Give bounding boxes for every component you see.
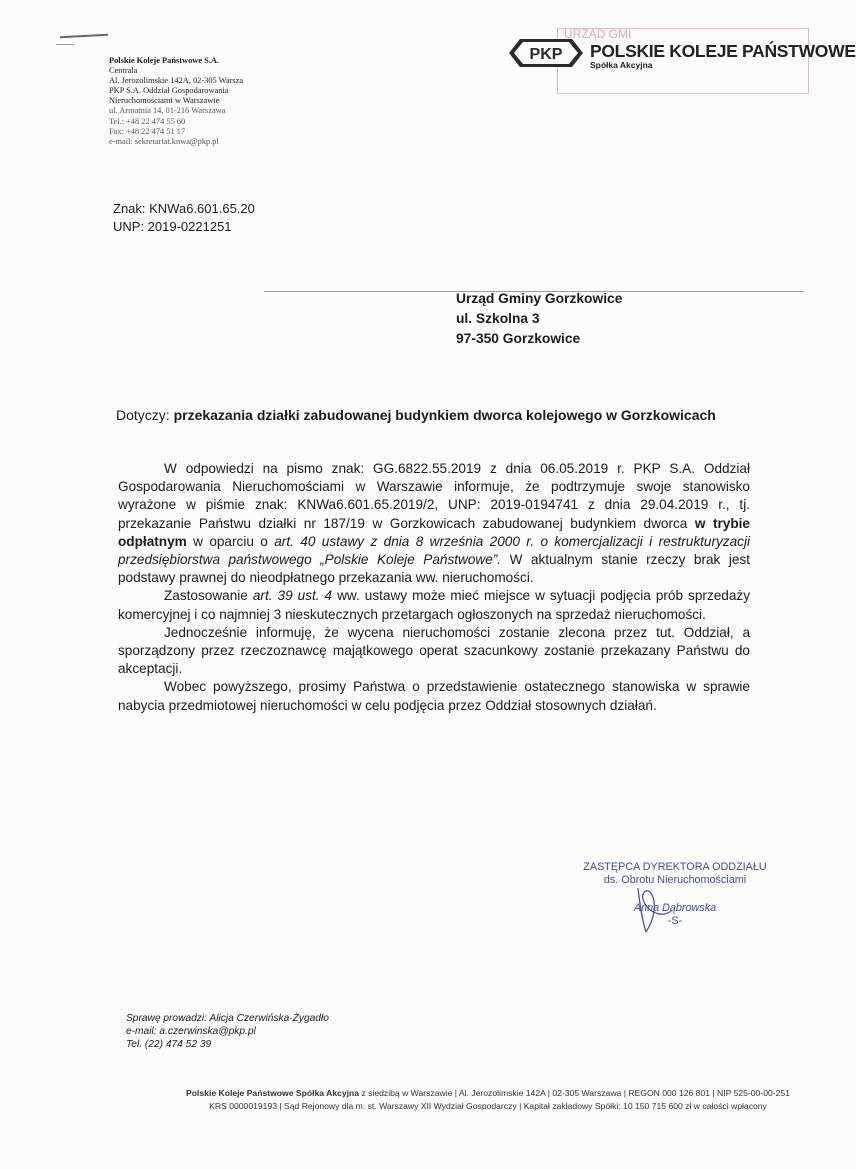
p2-text: Zastosowanie bbox=[164, 588, 253, 604]
recipient-line3: 97-350 Gorzkowice bbox=[456, 331, 581, 346]
signature-block bbox=[580, 861, 770, 927]
sender-block bbox=[109, 56, 269, 147]
signature-title1: ZASTĘPCA DYREKTORA ODDZIAŁU bbox=[583, 861, 767, 873]
paragraph-4: Wobec powyższego, prosimy Państwa o przedstawienie ostatecznego stanowiska w sprawie nabycia przedmiotowej nieruchomości w celu podjęcia przez Oddział stosownych działań. bbox=[118, 679, 750, 713]
signature-name: Anna Dąbrowska bbox=[633, 902, 717, 914]
sender-email: e-mail: sekretariat.knwa@pkp.pl bbox=[109, 136, 219, 146]
letter-body bbox=[118, 460, 750, 715]
handler-tel: Tel. (22) 474 52 39 bbox=[126, 1039, 212, 1051]
recipient-line2: ul. Szkolna 3 bbox=[456, 311, 540, 326]
footer-line1-rest: z siedzibą w Warszawie | Al. Jerozolimskie 142A | 02-305 Warszawa | REGON 000 126 801 | NIP 525-00-00-251 bbox=[359, 1088, 790, 1098]
reference-block bbox=[113, 200, 255, 236]
logo-name: POLSKIE KOLEJE PAŃSTWOWE bbox=[590, 41, 856, 61]
subject-line bbox=[116, 404, 744, 426]
paragraph-2 bbox=[118, 587, 750, 623]
reference-znak: Znak: KNWa6.601.65.20 bbox=[113, 201, 255, 216]
footer-line2: KRS 0000019193 | Sąd Rejonowy dla m. st. Warszawy XII Wydział Gospodarczy | Kapitał zakładowy Spółki: 10 150 715 600 zł w całości wpłacony bbox=[209, 1101, 767, 1111]
handler-email: e-mail: a.czerwinska@pkp.pl bbox=[126, 1026, 256, 1038]
sender-name: Polskie Koleje Państwowe S.A. bbox=[109, 56, 220, 65]
recipient-block bbox=[456, 289, 622, 349]
p2-text-2: ww. ustawy może mieć miejsce w sytuacji podjęcia prób sprzedaży komercyjnej i co najmniej 3 nieskutecznych przetargach ogłoszonych na sprzedaż nieruchomości. bbox=[118, 588, 751, 622]
signature-title2: ds. Obrotu Nieruchomościami bbox=[603, 873, 747, 886]
p1-text-3: W aktualnym stanie rzeczy brak jest podstawy prawnej do nieodpłatnego przekazania ww. nieruchomości. bbox=[118, 552, 750, 586]
pkp-logo bbox=[508, 36, 856, 72]
p2-citation: art. 39 ust. 4 bbox=[252, 588, 333, 604]
subject-label: Dotyczy: bbox=[116, 407, 170, 423]
fold-mark bbox=[60, 34, 108, 39]
fold-mark-short bbox=[56, 44, 74, 45]
handler-name: Sprawę prowadzi: Alicja Czerwińska-Żygadło bbox=[126, 1013, 329, 1024]
sender-dept-line1: PKP S.A. Oddział Gospodarowania bbox=[109, 86, 229, 96]
p1-citation: art. 40 ustawy z dnia 8 września 2000 r. o komercjalizacji i restrukturyzacji przedsiębiorstwa państwowego „Polskie Koleje Państwowe”. bbox=[118, 533, 750, 568]
stamp-text: URZĄD GMI bbox=[564, 27, 632, 41]
pkp-logo-icon bbox=[508, 38, 584, 68]
sender-street: ul. Armatnia 14, 01-216 Warszawa bbox=[109, 106, 226, 116]
sender-address: Al. Jerozolimskie 142A, 02-305 Warsza bbox=[109, 76, 244, 86]
p1-bold: w trybie odpłatnym bbox=[118, 515, 750, 549]
page-footer bbox=[150, 1087, 826, 1113]
sender-fax: Fax: +48 22 474 51 17 bbox=[109, 126, 186, 136]
paragraph-3: Jednocześnie informuję, że wycena nieruchomości zostanie zlecona przez tut. Oddział, a sporządzony przez rzeczoznawcę majątkowego operat szacunkowy zostanie przekazany Państwu do akceptacji. bbox=[118, 624, 750, 677]
paragraph-1 bbox=[118, 460, 750, 587]
subject-text: przekazania działki zabudowanej budynkiem dworca kolejowego w Gorzkowicach bbox=[173, 407, 716, 423]
footer-line1 bbox=[150, 1087, 826, 1100]
p1-text: W odpowiedzi na pismo znak: GG.6822.55.2019 z dnia 06.05.2019 r. PKP S.A. Oddział Gospodarowania Nieruchomościami w Warszawie informuje, że podtrzymuje swoje stanowisko wyrażone w piśmie znak: KNWa6.601.65.2019/2, UNP: 2019-0194741 z dnia 29.04.2019 r., tj. przekazanie Państwu działki nr 187/19 w Gorzkowicach zabudowanej budynkiem dworca bbox=[118, 461, 750, 531]
reference-unp: UNP: 2019-0221251 bbox=[113, 219, 232, 234]
sender-tel: Tel.: +48 22 474 55 60 bbox=[109, 116, 186, 126]
footer-company: Polskie Koleje Państwowe Spółka Akcyjna bbox=[186, 1088, 360, 1098]
p1-text-2: w oparciu o bbox=[186, 533, 275, 549]
sender-unit: Centrala bbox=[109, 66, 138, 76]
recipient-line1: Urząd Gminy Gorzkowice bbox=[456, 291, 623, 306]
logo-sub: Spółka Akcyjna bbox=[590, 60, 653, 70]
sender-dept-line2: Nieruchomościami w Warszawie bbox=[109, 96, 220, 106]
case-handler bbox=[126, 1012, 329, 1052]
logo-badge-text: PKP bbox=[529, 46, 563, 63]
signature-mark: -S- bbox=[667, 914, 683, 927]
